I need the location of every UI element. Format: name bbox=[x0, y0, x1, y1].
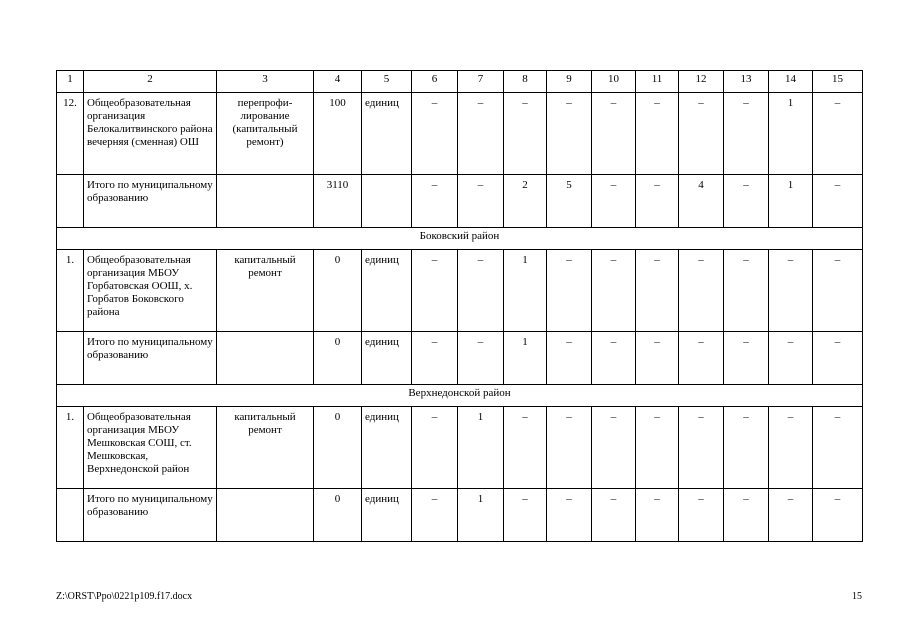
footer-file-path: Z:\ORST\Ppo\0221p109.f17.docx bbox=[56, 591, 193, 602]
header-cell-14: 14 bbox=[769, 71, 813, 93]
table-cell-col-7: – bbox=[458, 93, 504, 175]
table-cell-col-14: – bbox=[769, 250, 813, 332]
header-cell-10: 10 bbox=[592, 71, 636, 93]
header-cell-13: 13 bbox=[724, 71, 769, 93]
table-cell-col-6: – bbox=[412, 407, 458, 489]
table-cell-col-13: – bbox=[724, 93, 769, 175]
header-cell-12: 12 bbox=[679, 71, 724, 93]
header-cell-2: 2 bbox=[84, 71, 217, 93]
table-cell-col-3: перепрофи-лирование (капитальный ремонт) bbox=[217, 93, 314, 175]
table-cell-col-2: Итого по муниципальному образованию bbox=[84, 489, 217, 542]
section-row bbox=[57, 385, 863, 407]
table-cell-col-10: – bbox=[592, 93, 636, 175]
table-cell-col-12: – bbox=[679, 489, 724, 542]
table-cell-col-11: – bbox=[636, 489, 679, 542]
table-cell-col-4: 0 bbox=[314, 489, 362, 542]
table-cell-col-1 bbox=[57, 489, 84, 542]
table-cell-col-3 bbox=[217, 175, 314, 228]
table-cell-col-2: Общеобразовательная организация Белокалитвинского района вечерняя (сменная) ОШ bbox=[84, 93, 217, 175]
table-cell-col-3 bbox=[217, 489, 314, 542]
table-cell-col-8: 1 bbox=[504, 250, 547, 332]
table-cell-col-4: 0 bbox=[314, 250, 362, 332]
table-body bbox=[57, 71, 863, 542]
table-cell-col-5: единиц bbox=[362, 407, 412, 489]
table-cell-col-14: – bbox=[769, 332, 813, 385]
table-cell-col-8: 2 bbox=[504, 175, 547, 228]
table-cell-col-10: – bbox=[592, 250, 636, 332]
table-cell-col-13: – bbox=[724, 407, 769, 489]
table-cell-col-11: – bbox=[636, 93, 679, 175]
header-cell-5: 5 bbox=[362, 71, 412, 93]
table-cell-col-12: – bbox=[679, 407, 724, 489]
table-cell-col-12: – bbox=[679, 332, 724, 385]
table-cell-col-6: – bbox=[412, 93, 458, 175]
header-row bbox=[57, 71, 863, 93]
table-cell-col-1: 1. bbox=[57, 407, 84, 489]
table-cell-col-15: – bbox=[813, 175, 863, 228]
table-cell-col-12: – bbox=[679, 250, 724, 332]
table-cell-col-15: – bbox=[813, 93, 863, 175]
table-cell-col-5: единиц bbox=[362, 489, 412, 542]
total-row bbox=[57, 332, 863, 385]
total-row bbox=[57, 175, 863, 228]
table-cell-col-9: – bbox=[547, 332, 592, 385]
table-cell-col-4: 100 bbox=[314, 93, 362, 175]
table-cell-col-5: единиц bbox=[362, 332, 412, 385]
table-cell-col-8: 1 bbox=[504, 332, 547, 385]
header-cell-9: 9 bbox=[547, 71, 592, 93]
table-cell-col-13: – bbox=[724, 250, 769, 332]
table-cell-col-12: 4 bbox=[679, 175, 724, 228]
table-cell-col-6: – bbox=[412, 332, 458, 385]
table-cell-col-11: – bbox=[636, 332, 679, 385]
table-cell-col-7: 1 bbox=[458, 489, 504, 542]
table-cell-col-8: – bbox=[504, 407, 547, 489]
table-cell-col-3: капитальный ремонт bbox=[217, 250, 314, 332]
table-cell-col-8: – bbox=[504, 489, 547, 542]
total-row bbox=[57, 489, 863, 542]
table-cell-col-14: 1 bbox=[769, 93, 813, 175]
header-cell-11: 11 bbox=[636, 71, 679, 93]
organization-row bbox=[57, 93, 863, 175]
table-cell-col-13: – bbox=[724, 332, 769, 385]
table-cell-col-5: единиц bbox=[362, 250, 412, 332]
table-cell-col-9: 5 bbox=[547, 175, 592, 228]
table-cell-col-10: – bbox=[592, 175, 636, 228]
table-cell-col-1: 1. bbox=[57, 250, 84, 332]
table-cell-col-4: 0 bbox=[314, 332, 362, 385]
table-cell-col-5: единиц bbox=[362, 93, 412, 175]
section-title: Верхнедонской район bbox=[57, 385, 863, 407]
table-cell-col-4: 3110 bbox=[314, 175, 362, 228]
table-cell-col-6: – bbox=[412, 250, 458, 332]
table-cell-col-2: Итого по муниципальному образованию bbox=[84, 175, 217, 228]
data-table bbox=[56, 70, 863, 542]
table-cell-col-15: – bbox=[813, 332, 863, 385]
table-cell-col-1 bbox=[57, 332, 84, 385]
table-cell-col-12: – bbox=[679, 93, 724, 175]
organization-row bbox=[57, 250, 863, 332]
footer-page-number: 15 bbox=[852, 591, 862, 602]
table-cell-col-2: Общеобразовательная организация МБОУ Горбатовская ООШ, х. Горбатов Боковского района bbox=[84, 250, 217, 332]
table-cell-col-7: 1 bbox=[458, 407, 504, 489]
table-cell-col-1 bbox=[57, 175, 84, 228]
table-cell-col-6: – bbox=[412, 489, 458, 542]
table-cell-col-14: 1 bbox=[769, 175, 813, 228]
table-cell-col-15: – bbox=[813, 407, 863, 489]
header-cell-15: 15 bbox=[813, 71, 863, 93]
table-cell-col-4: 0 bbox=[314, 407, 362, 489]
header-cell-1: 1 bbox=[57, 71, 84, 93]
table-cell-col-7: – bbox=[458, 250, 504, 332]
table-cell-col-9: – bbox=[547, 407, 592, 489]
table-cell-col-7: – bbox=[458, 332, 504, 385]
header-cell-6: 6 bbox=[412, 71, 458, 93]
header-cell-8: 8 bbox=[504, 71, 547, 93]
table-cell-col-7: – bbox=[458, 175, 504, 228]
table-cell-col-5 bbox=[362, 175, 412, 228]
table-cell-col-15: – bbox=[813, 489, 863, 542]
section-row bbox=[57, 228, 863, 250]
table-cell-col-15: – bbox=[813, 250, 863, 332]
table-cell-col-11: – bbox=[636, 250, 679, 332]
table-cell-col-13: – bbox=[724, 489, 769, 542]
table-cell-col-1: 12. bbox=[57, 93, 84, 175]
table-cell-col-13: – bbox=[724, 175, 769, 228]
header-cell-7: 7 bbox=[458, 71, 504, 93]
table-cell-col-10: – bbox=[592, 489, 636, 542]
section-title: Боковский район bbox=[57, 228, 863, 250]
organization-row bbox=[57, 407, 863, 489]
header-cell-4: 4 bbox=[314, 71, 362, 93]
table-cell-col-14: – bbox=[769, 489, 813, 542]
table-cell-col-10: – bbox=[592, 332, 636, 385]
table-cell-col-3 bbox=[217, 332, 314, 385]
header-cell-3: 3 bbox=[217, 71, 314, 93]
table-cell-col-14: – bbox=[769, 407, 813, 489]
table-cell-col-11: – bbox=[636, 175, 679, 228]
table-cell-col-10: – bbox=[592, 407, 636, 489]
table-cell-col-11: – bbox=[636, 407, 679, 489]
table-cell-col-3: капитальный ремонт bbox=[217, 407, 314, 489]
table-cell-col-2: Общеобразовательная организация МБОУ Мешковская СОШ, ст. Мешковская, Верхнедонской район bbox=[84, 407, 217, 489]
table-cell-col-9: – bbox=[547, 250, 592, 332]
table-cell-col-6: – bbox=[412, 175, 458, 228]
table-cell-col-8: – bbox=[504, 93, 547, 175]
table-cell-col-9: – bbox=[547, 93, 592, 175]
table-cell-col-9: – bbox=[547, 489, 592, 542]
table-cell-col-2: Итого по муниципальному образованию bbox=[84, 332, 217, 385]
